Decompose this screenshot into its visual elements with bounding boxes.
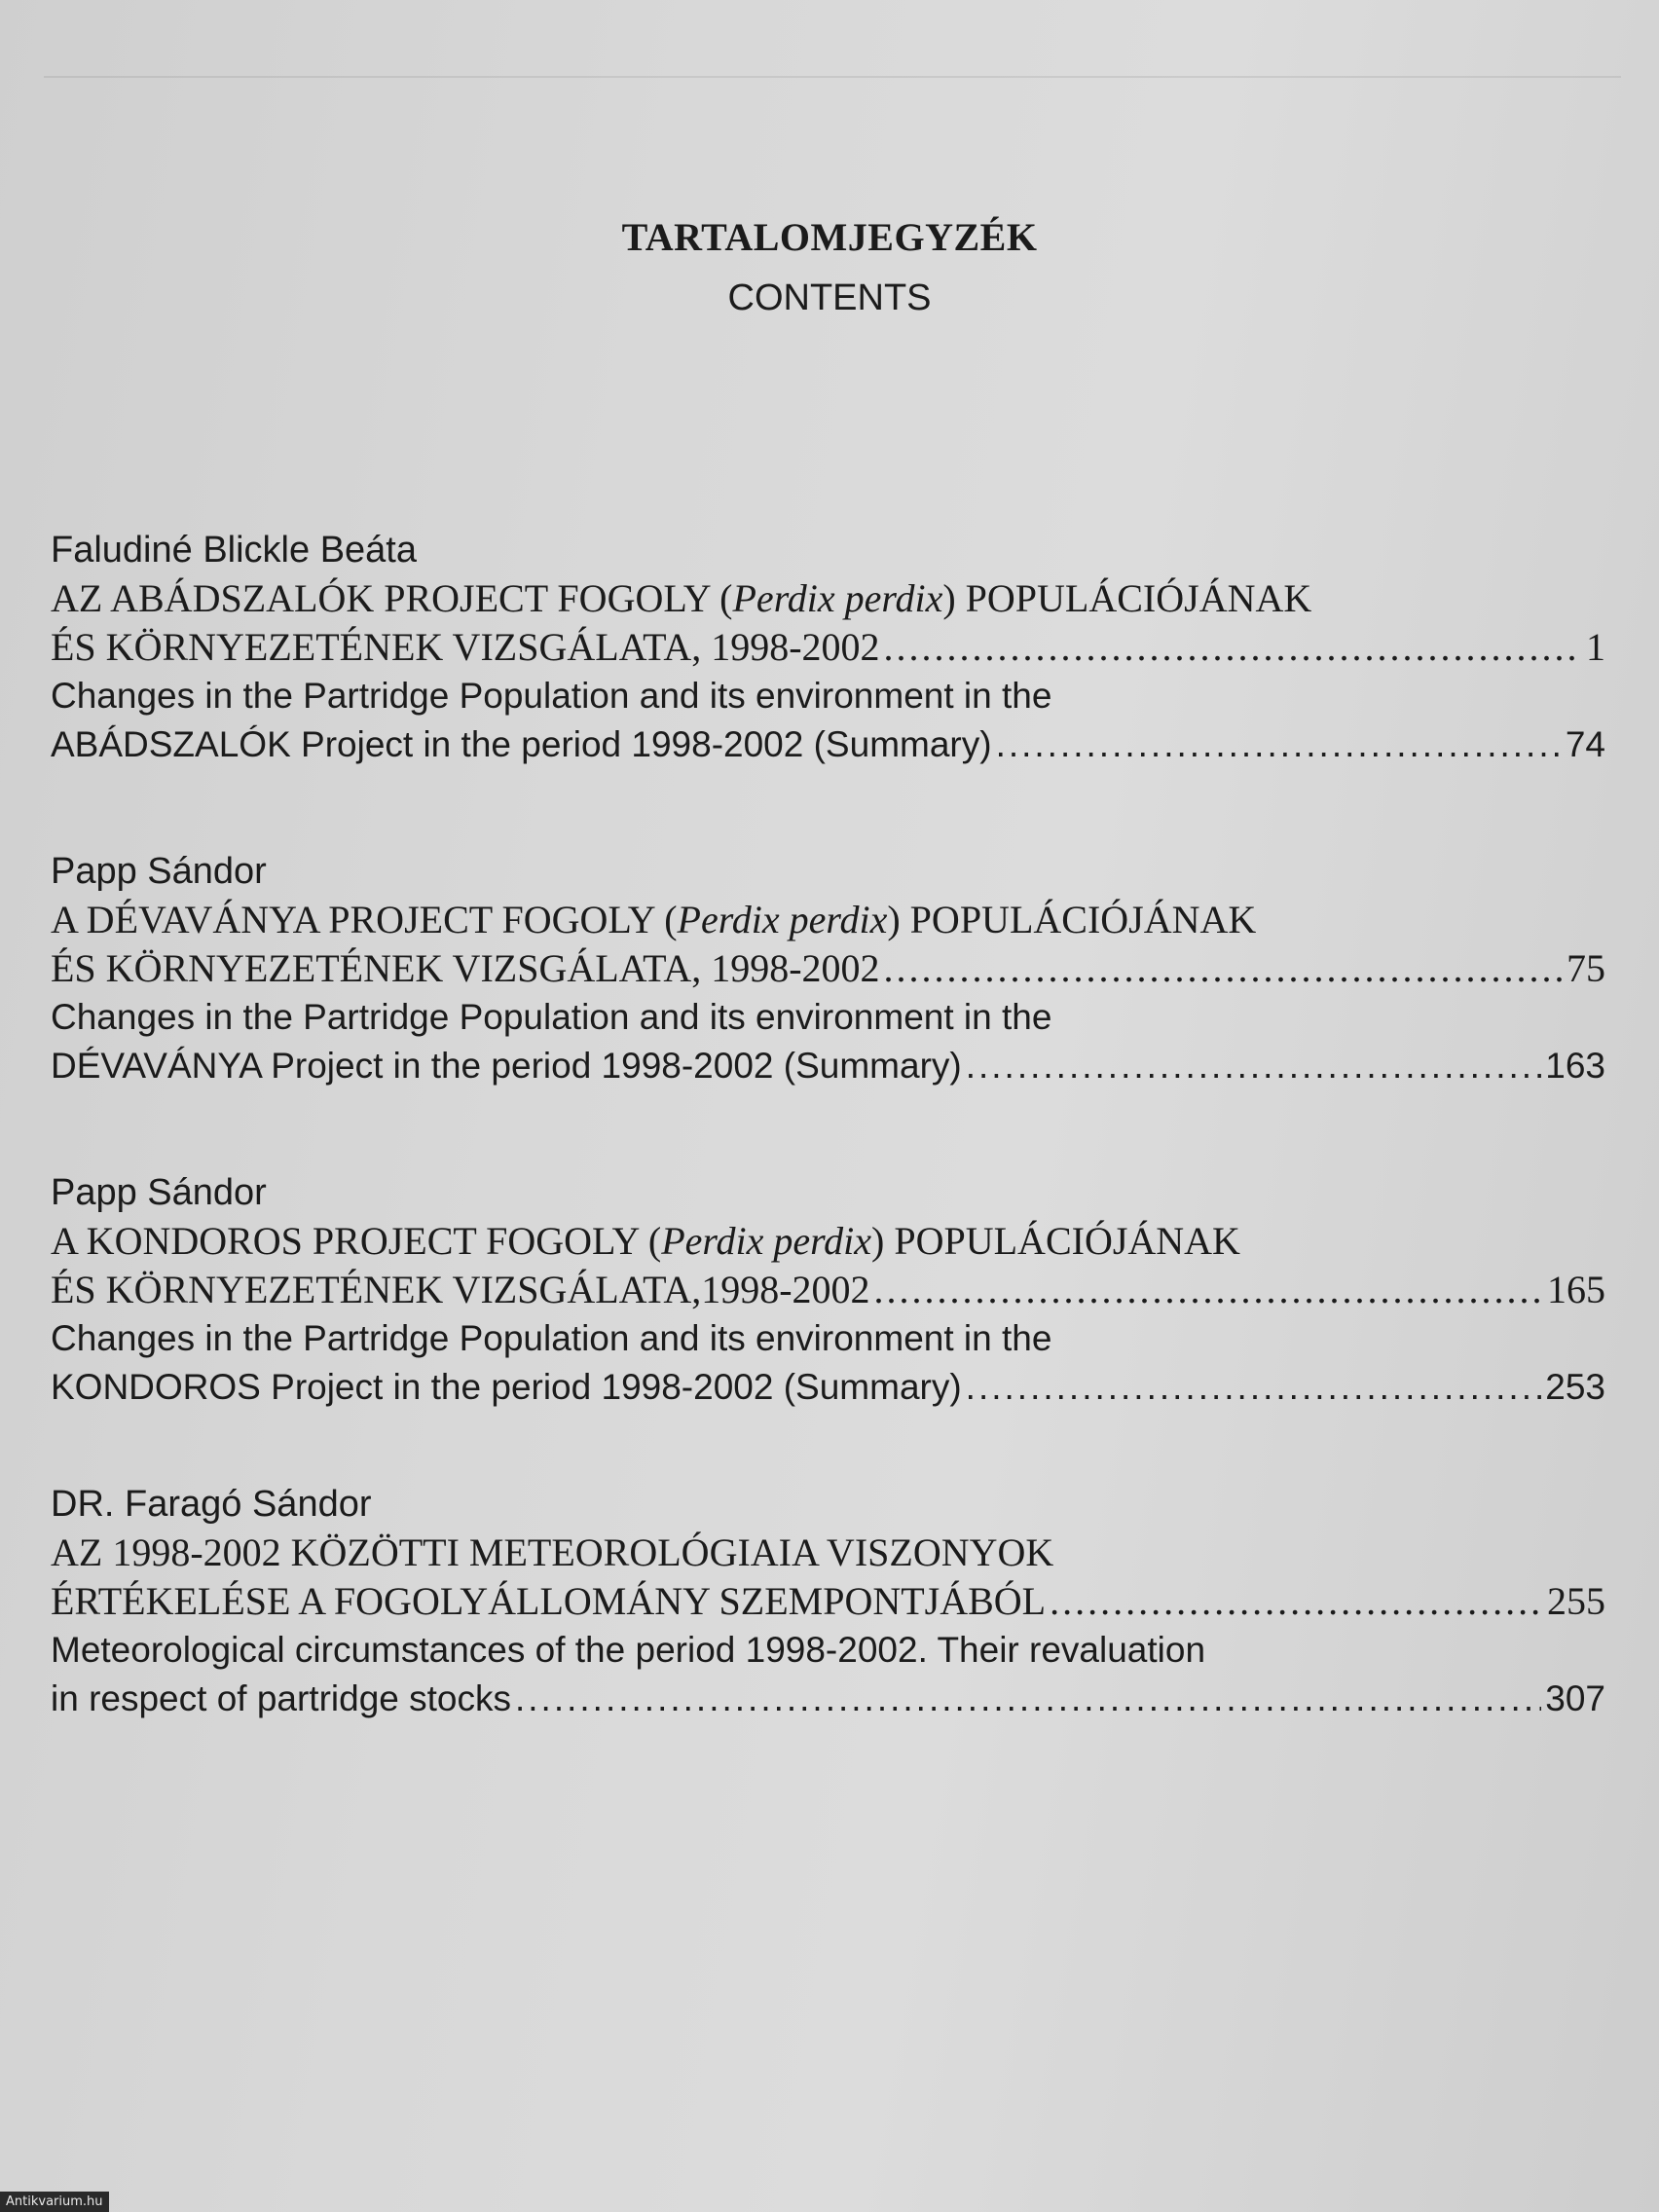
page-number: 165	[1547, 1268, 1605, 1311]
toc-entry	[51, 1168, 1608, 1412]
entry-author: Papp Sándor	[51, 1172, 267, 1213]
entry-en-title-line1: Meteorological circumstances of the period 1998-2002. Their revaluation	[51, 1630, 1206, 1670]
watermark: Antikvarium.hu	[0, 2192, 109, 2212]
entry-author: Papp Sándor	[51, 851, 267, 892]
dot-leader	[966, 1042, 1542, 1090]
entry-en-title-line1: Changes in the Partridge Population and its environment in the	[51, 997, 1052, 1037]
entry-hu-title-line1: A DÉVAVÁNYA PROJECT FOGOLY (Perdix perdix) POPULÁCIÓJÁNAK	[51, 898, 1257, 941]
latin-name: Perdix perdix	[677, 898, 888, 941]
entry-en-title-line2[interactable]: KONDOROS Project in the period 1998-2002 (Summary) ..... 253	[51, 1363, 1605, 1412]
dot-leader	[966, 1363, 1542, 1412]
dot-leader	[996, 720, 1562, 769]
entry-author: Faludiné Blickle Beáta	[51, 530, 417, 571]
entry-author: DR. Faragó Sándor	[51, 1484, 372, 1525]
dot-leader	[884, 623, 1582, 672]
toc-entry	[51, 526, 1608, 769]
page-subtitle: CONTENTS	[727, 277, 932, 318]
entry-hu-title-line2[interactable]: ÉRTÉKELÉSE A FOGOLYÁLLOMÁNY SZEMPONTJÁBÓL ..... 255	[51, 1577, 1605, 1626]
entry-hu-title-line1: AZ 1998-2002 KÖZÖTTI METEOROLÓGIAIA VISZONYOK	[51, 1530, 1054, 1574]
entry-hu-title-line2[interactable]: ÉS KÖRNYEZETÉNEK VIZSGÁLATA,1998-2002 ..... 165	[51, 1266, 1605, 1314]
page-number: 75	[1567, 946, 1605, 990]
page-number: 307	[1545, 1678, 1605, 1718]
page-number: 253	[1545, 1367, 1605, 1407]
dot-leader	[1050, 1577, 1543, 1626]
entry-en-title-line2[interactable]: in respect of partridge stocks ..... 307	[51, 1675, 1605, 1723]
entry-hu-title-line2[interactable]: ÉS KÖRNYEZETÉNEK VIZSGÁLATA, 1998-2002 ..... 1	[51, 623, 1605, 672]
toc-entry	[51, 1480, 1608, 1723]
entry-en-title-line1: Changes in the Partridge Population and its environment in the	[51, 1318, 1052, 1358]
dot-leader	[874, 1266, 1543, 1314]
page-number: 255	[1547, 1579, 1605, 1623]
toc-entry	[51, 847, 1608, 1090]
page-number: 163	[1545, 1046, 1605, 1086]
page-title: TARTALOMJEGYZÉK	[621, 215, 1038, 259]
page-number: 74	[1565, 724, 1605, 764]
entry-en-title-line2[interactable]: ABÁDSZALÓK Project in the period 1998-2002 (Summary) ..... 74	[51, 720, 1605, 769]
latin-name: Perdix perdix	[661, 1219, 872, 1263]
entry-en-title-line2[interactable]: DÉVAVÁNYA Project in the period 1998-2002 (Summary) ..... 163	[51, 1042, 1605, 1090]
dot-leader	[515, 1675, 1541, 1723]
entry-hu-title-line1: A KONDOROS PROJECT FOGOLY (Perdix perdix) POPULÁCIÓJÁNAK	[51, 1219, 1240, 1263]
entry-hu-title-line2[interactable]: ÉS KÖRNYEZETÉNEK VIZSGÁLATA, 1998-2002 ..... 75	[51, 944, 1605, 993]
latin-name: Perdix perdix	[732, 576, 943, 620]
ghost-header-rule	[44, 76, 1621, 78]
dot-leader	[884, 944, 1563, 993]
entry-hu-title-line1: AZ ABÁDSZALÓK PROJECT FOGOLY (Perdix perdix) POPULÁCIÓJÁNAK	[51, 576, 1312, 620]
entry-en-title-line1: Changes in the Partridge Population and its environment in the	[51, 676, 1052, 716]
page-number: 1	[1586, 625, 1605, 669]
